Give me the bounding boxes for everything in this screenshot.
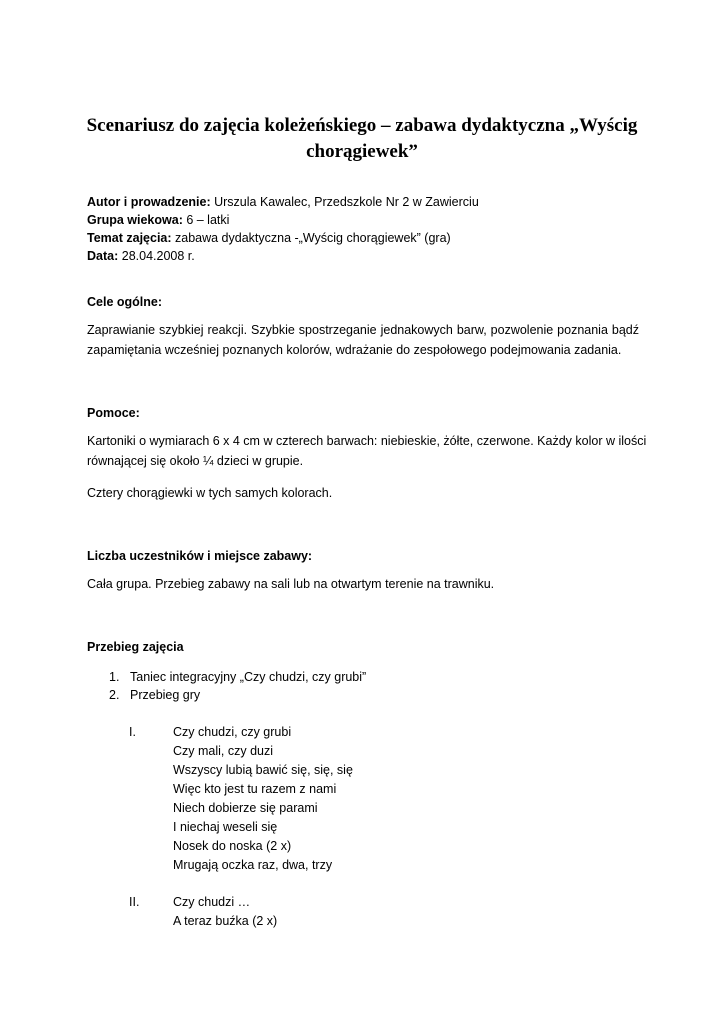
list-item-text: Taniec integracyjny „Czy chudzi, czy grubi”: [130, 670, 367, 684]
aids-text-2: Cztery chorągiewki w tych samych kolorach.: [87, 486, 333, 500]
participants-text: Cała grupa. Przebieg zabawy na sali lub na otwartym terenie na trawniku.: [87, 577, 495, 591]
goals-text-line-1: Zaprawianie szybkiej reakcji. Szybkie spostrzeganie jednakowych barw, pozwolenie poznania bądź: [87, 323, 639, 337]
list-item-number: 2.: [109, 688, 120, 702]
goals-paragraph: [87, 320, 639, 360]
age-group-label: Grupa wiekowa:: [87, 213, 183, 227]
author-line: [87, 193, 479, 211]
song-line: I niechaj weseli się: [173, 820, 278, 834]
date-line: [87, 247, 195, 265]
song-line: Czy chudzi, czy grubi: [173, 725, 292, 739]
date-label: Data:: [87, 249, 119, 263]
aids-text-line-2: równającej się około ¼ dzieci w grupie.: [87, 454, 304, 468]
song-line: Więc kto jest tu razem z nami: [173, 782, 337, 796]
song-line: Nosek do noska (2 x): [173, 839, 292, 853]
participants-heading: Liczba uczestników i miejsce zabawy:: [87, 549, 313, 563]
section-number: I.: [129, 725, 136, 739]
document-title: [60, 113, 664, 165]
date-value: 28.04.2008 r.: [118, 249, 195, 263]
list-item-number: 1.: [109, 670, 120, 684]
song-line: Czy mali, czy duzi: [173, 744, 274, 758]
author-value: Urszula Kawalec, Przedszkole Nr 2 w Zawierciu: [210, 195, 479, 209]
topic-label: Temat zajęcia:: [87, 231, 172, 245]
course-heading: Przebieg zajęcia: [87, 640, 184, 654]
goals-heading: Cele ogólne:: [87, 295, 163, 309]
aids-text-line-1: Kartoniki o wymiarach 6 x 4 cm w czterech barwach: niebieskie, żółte, czerwone. Każdy kolor w ilości: [87, 434, 647, 448]
title-line-1: Scenariusz do zajęcia koleżeńskiego – zabawa dydaktyczna „Wyścig: [86, 115, 638, 136]
title-line-2: chorągiewek”: [306, 141, 418, 162]
song-line: Czy chudzi …: [173, 895, 251, 909]
list-item-text: Przebieg gry: [130, 688, 201, 702]
song-verse-1: [173, 723, 353, 875]
song-line: Niech dobierze się parami: [173, 801, 318, 815]
goals-text-line-2: zapamiętania wcześniej poznanych kolorów, wdrażanie do zespołowego podejmowania zadania.: [87, 343, 622, 357]
song-line: Wszyscy lubią bawić się, się, się: [173, 763, 353, 777]
topic-value: zabawa dydaktyczna -„Wyścig chorągiewek” (gra): [171, 231, 451, 245]
song-line: Mrugają oczka raz, dwa, trzy: [173, 858, 333, 872]
song-verse-2: [173, 893, 277, 931]
aids-paragraph: [87, 431, 647, 471]
author-label: Autor i prowadzenie:: [87, 195, 211, 209]
aids-heading: Pomoce:: [87, 406, 140, 420]
age-group-value: 6 – latki: [182, 213, 230, 227]
topic-line: [87, 229, 451, 247]
section-number: II.: [129, 895, 140, 909]
age-group-line: [87, 211, 229, 229]
song-line: A teraz buźka (2 x): [173, 914, 278, 928]
